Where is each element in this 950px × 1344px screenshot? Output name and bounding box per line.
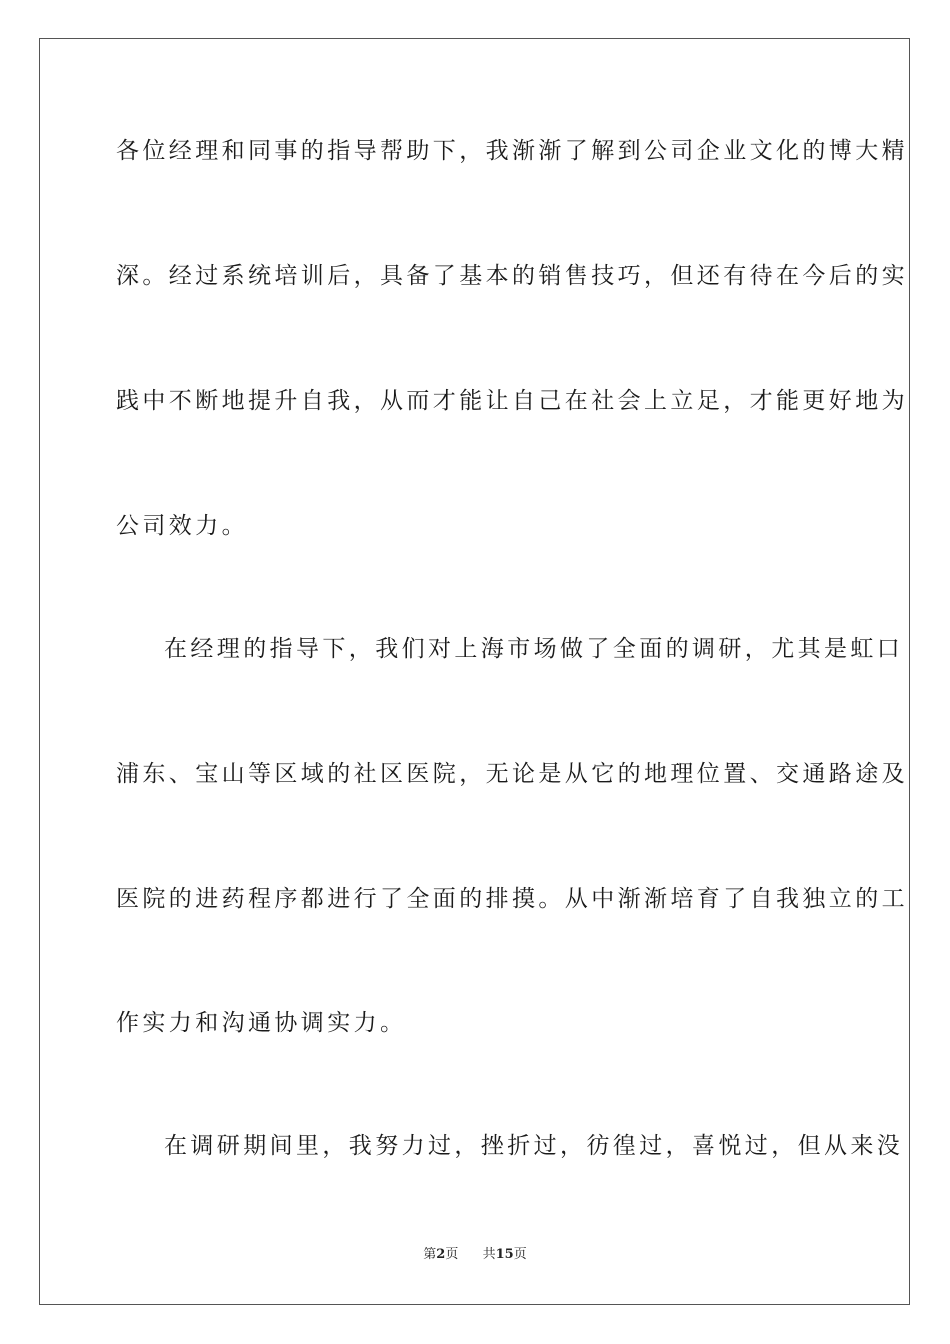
body-line-3: 践中不断地提升自我，从而才能让自己在社会上立足，才能更好地为 bbox=[116, 388, 908, 414]
body-line-8: 作实力和沟通协调实力。 bbox=[116, 1010, 407, 1036]
body-line-7: 医院的进药程序都进行了全面的排摸。从中渐渐培育了自我独立的工 bbox=[116, 886, 908, 912]
page-footer bbox=[0, 1246, 950, 1264]
body-line-2: 深。经过系统培训后，具备了基本的销售技巧，但还有待在今后的实 bbox=[116, 263, 908, 289]
page-border bbox=[39, 38, 910, 1305]
page-indicator bbox=[423, 1246, 458, 1264]
page-prefix: 第 bbox=[423, 1247, 437, 1262]
paragraph-2-line-1: 在经理的指导下，我们对上海市场做了全面的调研，尤其是虹口 bbox=[164, 636, 904, 662]
body-line-4: 公司效力。 bbox=[116, 513, 248, 539]
total-suffix: 页 bbox=[513, 1247, 527, 1262]
total-prefix: 共 bbox=[482, 1247, 496, 1262]
page-suffix: 页 bbox=[445, 1247, 459, 1262]
body-line-1: 各位经理和同事的指导帮助下，我渐渐了解到公司企业文化的博大精 bbox=[116, 138, 908, 164]
total-pages-number: 15 bbox=[495, 1247, 514, 1262]
body-line-6: 浦东、宝山等区域的社区医院，无论是从它的地理位置、交通路途及 bbox=[116, 761, 908, 787]
paragraph-3-line-1: 在调研期间里，我努力过，挫折过，彷徨过，喜悦过，但从来没 bbox=[164, 1133, 904, 1159]
total-pages-indicator bbox=[483, 1246, 527, 1264]
page-number: 2 bbox=[436, 1247, 446, 1262]
